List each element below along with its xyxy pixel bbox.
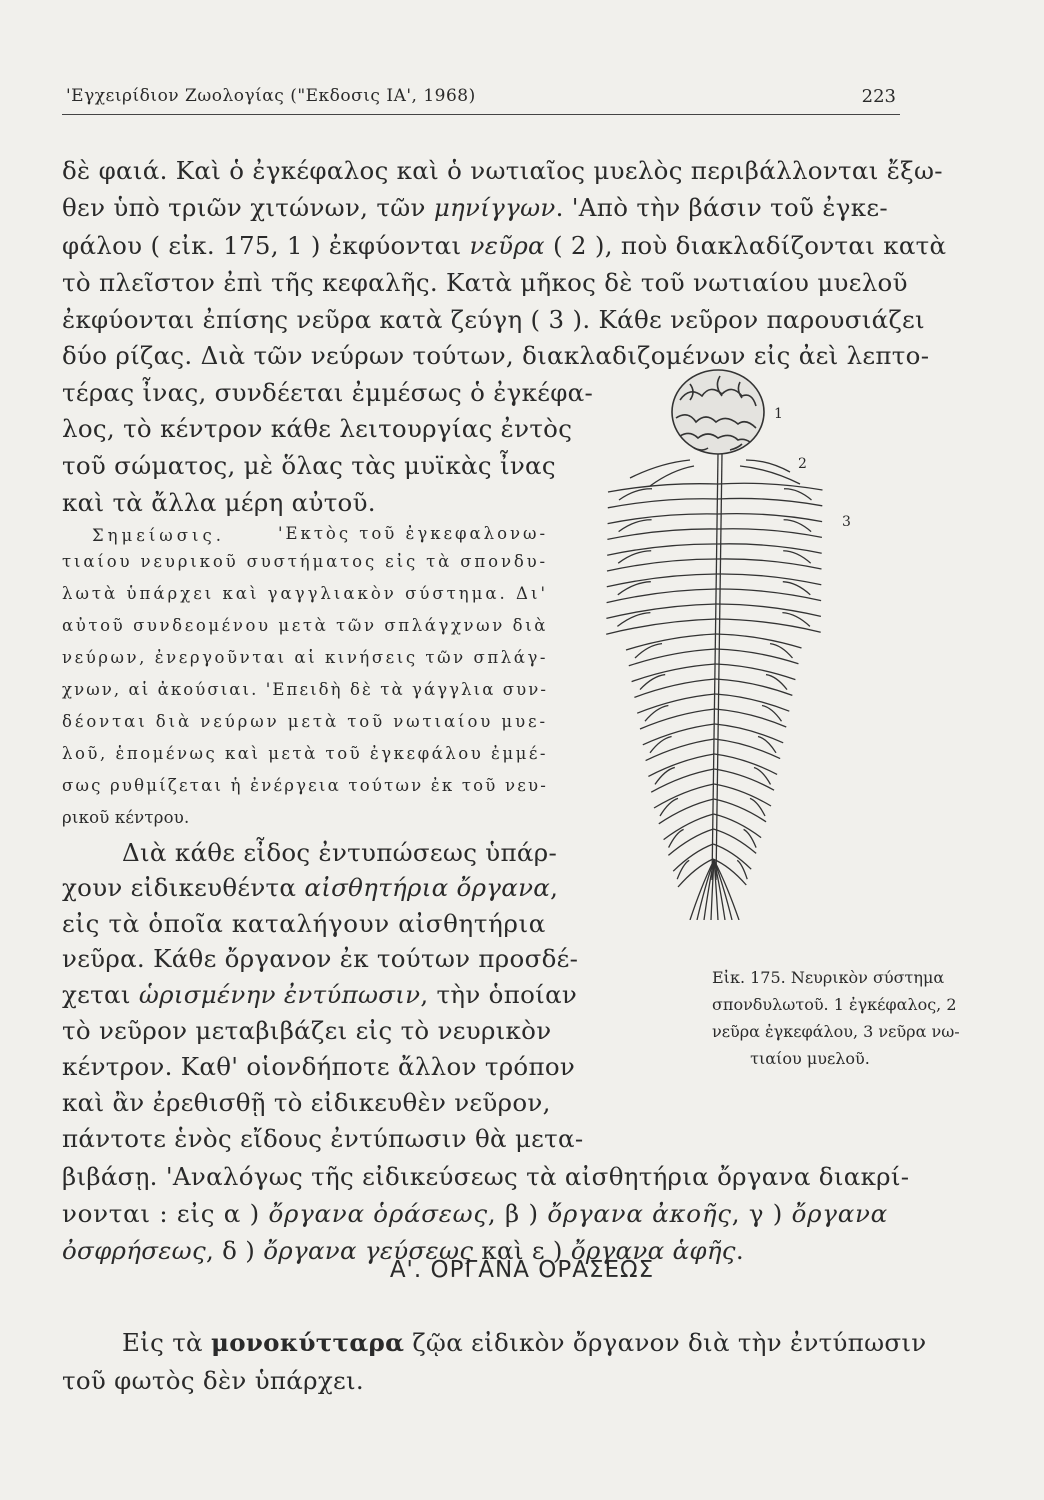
text-run: καὶ ἂν ἐρεθισθῇ τὸ εἰδικευθὲν νεῦρον,: [62, 1088, 551, 1117]
cranial-nerve: [746, 460, 790, 472]
nerve-branch: [782, 613, 810, 627]
spinal-nerve-left: [654, 784, 714, 808]
spinal-nerve-right: [714, 769, 774, 790]
text-run: , γ ): [731, 1199, 792, 1228]
spinal-nerve-left: [646, 739, 715, 761]
spinal-nerve-left: [632, 664, 716, 682]
caption-line: σπονδυλωτοῦ. 1 ἐγκέφαλος, 2: [712, 995, 957, 1014]
text-line: [62, 156, 943, 185]
spinal-nerve-right: [717, 559, 822, 569]
text-run: χουν εἰδικευθέντα: [62, 873, 305, 902]
text-run: νονται : εἰς α ): [62, 1199, 269, 1228]
note-line: [62, 552, 548, 571]
text-run: δὲ φαιά. Καὶ ὁ ἐγκέφαλος καὶ ὁ νωτιαῖος μυελὸς περιβάλλονται ἔξω-: [62, 156, 943, 185]
text-line: [62, 873, 558, 902]
text-line: [62, 1366, 364, 1395]
nerve-branch: [784, 520, 812, 532]
text-run: .: [735, 1236, 744, 1265]
text-run: θεν ὑπὸ τριῶν χιτώνων, τῶν: [62, 193, 434, 222]
note-line: [62, 616, 548, 635]
text-run: Διὰ κάθε εἶδος ἐντυπώσεως ὑπάρ-: [122, 838, 558, 867]
figure-label-1: 1: [774, 406, 783, 422]
text-run: νεύρων, ἐνεργοῦνται αἱ κινήσεις τῶν σπλάγ-: [62, 648, 548, 667]
text-run: βιβάσῃ. 'Αναλόγως τῆς εἰδικεύσεως τὰ αἰσθητήρια ὄργανα διακρί-: [62, 1162, 910, 1191]
text-line: [62, 1199, 888, 1228]
spinal-nerve-right: [717, 544, 822, 553]
text-line: [62, 944, 578, 973]
text-run: τὸ νεῦρον μεταβιβάζει εἰς τὸ νευρικὸν: [62, 1016, 552, 1045]
text-run: ὄργανα ἁφῆς: [570, 1236, 736, 1265]
spinal-nerve-left: [606, 619, 716, 634]
note-line: [62, 776, 548, 795]
spinal-nerve-left: [607, 559, 717, 571]
text-run: πάντοτε ἑνὸς εἴδους ἐντύπωσιν θὰ μετα-: [62, 1124, 584, 1153]
text-run: τιαίου νευρικοῦ συστήματος εἰς τὰ σπονδυ-: [62, 552, 548, 571]
text-run: ὡρισμένην ἐντύπωσιν: [138, 980, 421, 1009]
text-run: λος, τὸ κέντρον κάθε λειτουργίας ἐντὸς: [62, 414, 573, 443]
spinal-nerve-right: [714, 814, 762, 838]
text-run: ( 2 ), ποὺ διακλαδίζονται κατὰ: [544, 231, 947, 260]
text-run: χεται: [62, 980, 139, 1009]
text-run: δέονται διὰ νεύρων μετὰ τοῦ νωτιαίου μυε-: [62, 712, 548, 731]
page-number: 223: [861, 86, 896, 107]
text-run: ὀσφρήσεως: [62, 1236, 206, 1265]
running-header: [62, 86, 900, 115]
spinal-nerve-left: [634, 679, 715, 697]
text-line: [62, 231, 946, 260]
nerve-branch: [645, 706, 668, 722]
text-run: τοῦ φωτὸς δὲν ὑπάρχει.: [62, 1366, 364, 1395]
text-line: [62, 414, 572, 443]
spinal-nerve-left: [673, 844, 713, 871]
text-run: λοῦ, ἑπομένως καὶ μετὰ τοῦ ἐγκεφάλου ἐμμέ-: [62, 744, 548, 763]
text-line: [62, 305, 925, 334]
note-line: [62, 680, 548, 699]
text-line: [62, 1016, 551, 1045]
note-label: Σημείωσις.: [92, 526, 225, 545]
spinal-nerve-right: [716, 619, 821, 632]
brain-illustration: [672, 370, 764, 454]
text-run: χνων, αἱ ἀκούσιαι. 'Επειδὴ δὲ τὰ γάγγλια συν-: [62, 680, 548, 699]
spinal-nerve-right: [713, 844, 751, 869]
nerve-branch: [770, 644, 793, 658]
spinal-nerve-left: [659, 799, 714, 824]
spinal-nerve-right: [716, 604, 821, 616]
caption-line: τιαίου μυελοῦ.: [750, 1049, 870, 1068]
text-line: [122, 838, 557, 867]
nerve-branch: [619, 520, 652, 532]
spinal-nerve-left: [607, 544, 717, 555]
note-line: [62, 584, 548, 603]
text-line: [62, 909, 546, 938]
text-run: αὐτοῦ συνδεομένου μετὰ τῶν σπλάγχνων διὰ: [62, 616, 548, 635]
text-line: [62, 1162, 909, 1191]
text-run: , β ): [487, 1199, 548, 1228]
caption-line: νεῦρα ἐγκεφάλου, 3 νεῦρα νω-: [712, 1022, 960, 1041]
nervous-system-figure: [590, 360, 890, 920]
text-run: μονοκύτταρα: [211, 1328, 405, 1357]
text-run: κέντρον. Καθ' οἱονδήποτε ἄλλον τρόπον: [62, 1052, 576, 1081]
text-line: [62, 980, 577, 1009]
text-line: [62, 378, 593, 407]
spinal-nerve-right: [715, 709, 786, 727]
spinal-nerve-left: [643, 724, 715, 745]
spinal-nerve-right: [718, 514, 823, 522]
spinal-nerve-left: [664, 814, 714, 840]
nerve-branch: [784, 489, 812, 500]
nerve-branch: [783, 551, 811, 563]
text-line: [62, 1052, 575, 1081]
text-run: ὄργανα ὁράσεως: [268, 1199, 488, 1228]
text-run: ὄργανα: [791, 1199, 888, 1228]
text-run: δύο ρίζας. Διὰ τῶν νεύρων τούτων, διακλαδιζομένων εἰς ἀεὶ λεπτο-: [62, 341, 930, 370]
spinal-nerve-right: [718, 483, 823, 490]
text-run: καὶ ε ): [473, 1236, 571, 1265]
spinal-nerve-left: [626, 634, 716, 650]
section-heading: Α'. ΟΡΓΑΝΑ ΟΡΑΣΕΩΣ: [389, 1257, 655, 1283]
text-line: [62, 268, 908, 297]
text-run: εἰς τὰ ὁποῖα καταλήγουν αἰσθητήρια: [62, 909, 546, 938]
nerve-branch: [619, 489, 652, 500]
spinal-nerve-right: [714, 799, 766, 822]
text-run: καὶ τὰ ἄλλα μέρη αὐτοῦ.: [62, 488, 376, 517]
text-line: [62, 1088, 551, 1117]
text-run: λωτὰ ὑπάρχει καὶ γαγγλιακὸν σύστημα. Δι': [62, 584, 548, 603]
spinal-nerve-left: [608, 514, 718, 524]
spinal-nerve-right: [718, 498, 823, 505]
text-run: Εἰς τὰ: [122, 1328, 211, 1357]
text-run: , δ ): [205, 1236, 264, 1265]
nerve-branch: [783, 582, 811, 595]
text-line: [62, 1124, 583, 1153]
text-run: νεῦρα: [469, 231, 545, 260]
spinal-nerve-right: [716, 664, 796, 680]
text-run: φάλου ( εἰκ. 175, 1 ) ἐκφύονται: [62, 231, 470, 260]
note-line: [62, 648, 548, 667]
text-run: ζῷα εἰδικὸν ὄργανον διὰ τὴν ἐντύπωσιν: [404, 1328, 927, 1357]
text-line: [62, 451, 556, 480]
text-run: τοῦ σώματος, μὲ ὅλας τὰς μυϊκὰς ἶνας: [62, 451, 556, 480]
text-run: ὄργανα γεύσεως: [263, 1236, 474, 1265]
spinal-nerve-left: [608, 499, 718, 508]
text-line: [62, 488, 376, 517]
text-run: αἰσθητήρια ὄργανα: [304, 873, 551, 902]
spinal-nerve-left: [651, 769, 714, 792]
spinal-nerve-left: [608, 484, 718, 492]
spinal-nerve-right: [717, 529, 822, 538]
text-run: , τὴν ὁποίαν: [420, 980, 578, 1009]
spinal-nerve-left: [607, 529, 717, 539]
note-line: [62, 744, 548, 763]
figure-label-2: 2: [798, 456, 807, 472]
text-run: ἐκφύονται ἐπίσης νεῦρα κατὰ ζεύγη ( 3 ). Κάθε νεῦρον παρουσιάζει: [62, 305, 925, 334]
note-line: [62, 712, 548, 731]
text-run: νεῦρα. Κάθε ὄργανον ἐκ τούτων προσδέ-: [62, 944, 579, 973]
spinal-nerve-left: [606, 604, 716, 618]
text-run: μηνίγγων: [433, 193, 556, 222]
nerve-branch: [640, 675, 665, 690]
spinal-nerve-left: [668, 829, 713, 855]
caption-line: Εἰκ. 175. Νευρικὸν σύστημα: [712, 968, 945, 987]
spinal-nerve-left: [648, 754, 714, 776]
spinal-nerve-right: [715, 679, 792, 695]
text-run: ,: [550, 873, 559, 902]
text-run: σως ρυθμίζεται ἡ ἐνέργεια τούτων ἐκ τοῦ νευ-: [62, 776, 548, 795]
spinal-nerve-left: [607, 574, 717, 587]
text-run: . 'Απὸ τὴν βάσιν τοῦ ἐγκε-: [555, 193, 888, 222]
text-line: [122, 1328, 927, 1357]
text-run: ὄργανα ἀκοῆς: [547, 1199, 732, 1228]
spinal-nerve-right: [717, 574, 822, 585]
book-title: 'Εγχειρίδιον Ζωολογίας ("Εκδοσις ΙΑ', 1968): [66, 86, 476, 106]
text-run: ρικοῦ κέντρου.: [62, 808, 190, 827]
text-run: τέρας ἶνας, συνδέεται ἐμμέσως ὁ ἐγκέφα-: [62, 378, 594, 407]
figure-label-3: 3: [842, 514, 851, 530]
cranial-nerve: [740, 466, 800, 484]
text-line: [62, 193, 888, 222]
spinal-nerve-right: [715, 694, 789, 711]
text-run: 'Εκτὸς τοῦ ἐγκεφαλονω-: [278, 524, 548, 543]
nerves-illustration: [606, 454, 822, 920]
note-line: [278, 524, 548, 543]
text-run: τὸ πλεῖστον ἐπὶ τῆς κεφαλῆς. Κατὰ μῆκος δὲ τοῦ νωτιαίου μυελοῦ: [62, 268, 908, 297]
spinal-nerve-right: [713, 829, 756, 853]
cranial-nerve: [650, 466, 694, 486]
spinal-nerve-right: [716, 634, 802, 648]
note-line: [62, 808, 189, 827]
spinal-nerve-right: [714, 784, 771, 806]
